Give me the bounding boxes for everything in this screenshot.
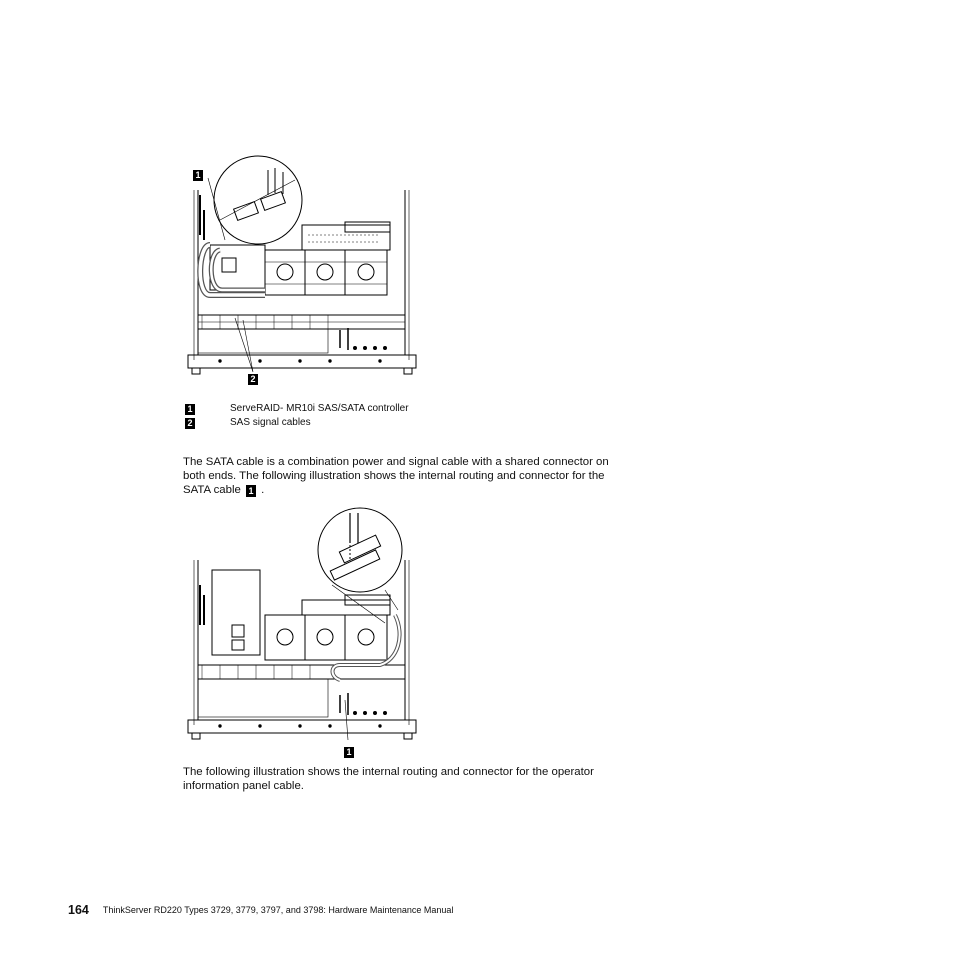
manual-title: ThinkServer RD220 Types 3729, 3779, 3797, and 3798: Hardware Maintenance Manual	[102, 905, 454, 915]
paragraph-sata-cable	[183, 455, 613, 497]
legend-callout: 2	[185, 418, 195, 429]
inline-callout: 1	[246, 485, 256, 497]
callout-1: 1	[344, 747, 354, 758]
paragraph-end: .	[261, 484, 265, 496]
paragraph-operator-panel-cable: The following illustration shows the internal routing and connector for the operator information panel cable.	[183, 766, 594, 792]
legend-text: ServeRAID- MR10i SAS/SATA controller	[230, 403, 409, 414]
legend-text: SAS signal cables	[230, 417, 311, 428]
legend-callout: 1	[185, 404, 195, 415]
figure-sas-cable-routing	[180, 150, 420, 380]
page-number: 164	[68, 903, 89, 917]
paragraph-text: The SATA cable is a combination power and signal cable with a shared connector on both ends. The following illustration shows the internal routing and connector for the SATA cable	[183, 456, 609, 496]
page-footer	[68, 903, 453, 917]
callout-2: 2	[248, 374, 258, 385]
callout-1: 1	[193, 170, 203, 181]
figure-sata-cable-routing	[180, 505, 420, 745]
